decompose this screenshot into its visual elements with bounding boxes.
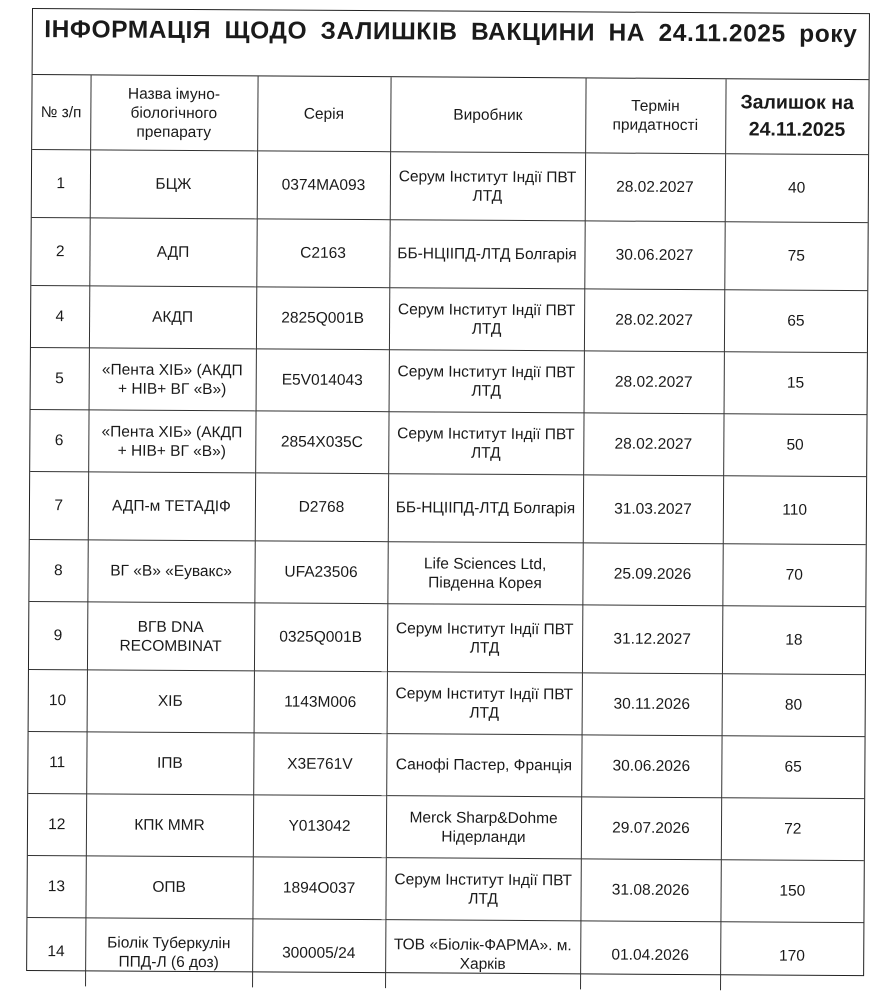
cell-num: 10 [29, 669, 87, 731]
cell-balance: 15 [724, 352, 867, 415]
cell-num: 14 [27, 917, 85, 985]
table-row [32, 150, 868, 223]
cell-maker: ТОВ «Біолік-ФАРМА». м. Харків [385, 920, 580, 989]
cell-name: ІПВ [86, 732, 253, 795]
header-name: Назва імуно-біологічного препарату [90, 75, 257, 151]
cell-maker: Серум Інститут Індії ПВТ ЛТД [387, 604, 582, 673]
table-row [28, 731, 864, 798]
table-row [29, 669, 865, 736]
cell-name: Біолік Туберкулін ППД-Л (6 доз) [85, 918, 252, 987]
table-body [27, 150, 868, 991]
cell-name: ОПВ [85, 856, 252, 919]
cell-expiry: 30.11.2026 [582, 673, 722, 736]
table-row [31, 286, 867, 353]
cell-num: 5 [31, 347, 89, 409]
cell-name: «Пента ХІБ» (АКДП + НІВ+ ВГ «В») [88, 410, 255, 473]
cell-expiry: 31.03.2027 [583, 475, 723, 544]
document-page [26, 8, 870, 976]
vaccine-stock-table [27, 75, 869, 991]
cell-maker: Серум Інститут Індії ПВТ ЛТД [388, 412, 583, 475]
cell-balance: 170 [720, 922, 863, 991]
cell-series: 2825Q001B [256, 287, 389, 350]
cell-name: КПК MMR [86, 794, 253, 857]
cell-series: 2854Х035С [255, 411, 388, 474]
cell-num: 6 [30, 409, 88, 471]
table-row [27, 855, 863, 922]
cell-series: E5V014043 [256, 349, 389, 412]
cell-balance: 110 [723, 476, 866, 545]
header-maker: Виробник [390, 77, 585, 153]
cell-expiry: 28.02.2027 [583, 413, 723, 476]
cell-expiry: 25.09.2026 [582, 543, 722, 606]
cell-series: D2768 [255, 473, 388, 542]
table-header-row [32, 75, 868, 155]
cell-series: UFA23506 [254, 541, 387, 604]
cell-series: Y013042 [253, 795, 386, 858]
cell-series: 1894О037 [252, 857, 385, 920]
cell-maker: Серум Інститут Індії ПВТ ЛТД [389, 288, 584, 351]
table-row [27, 917, 863, 990]
cell-num: 11 [28, 731, 86, 793]
cell-name: АДП-м ТЕТАДІФ [88, 472, 255, 541]
cell-maker: Merck Sharp&Dohme Нідерланди [386, 796, 581, 859]
header-series: Серія [257, 76, 390, 151]
table-row [31, 347, 867, 414]
cell-series: 0325Q001B [254, 603, 387, 672]
cell-num: 7 [30, 471, 88, 539]
cell-maker: Серум Інститут Індії ПВТ ЛТД [387, 672, 582, 735]
cell-name: АКДП [89, 286, 256, 349]
header-expiry: Термін придатності [585, 78, 725, 153]
cell-expiry: 31.12.2027 [582, 605, 722, 674]
cell-num: 13 [27, 855, 85, 917]
cell-maker: Серум Інститут Індії ПВТ ЛТД [389, 350, 584, 413]
cell-expiry: 28.02.2027 [585, 153, 725, 222]
cell-balance: 50 [723, 414, 866, 477]
cell-balance: 18 [722, 606, 865, 675]
cell-num: 1 [32, 150, 90, 218]
cell-name: БЦЖ [90, 150, 257, 219]
cell-maker: ББ-НЦІІПД-ЛТД Болгарія [388, 474, 583, 543]
cell-balance: 40 [725, 154, 868, 223]
cell-name: «Пента ХІБ» (АКДП + НІВ+ ВГ «В») [89, 348, 256, 411]
cell-name: ВГВ DNA RECOMBINAT [87, 602, 254, 671]
header-num: № з/п [32, 75, 90, 150]
cell-balance: 80 [722, 674, 865, 737]
table-row [29, 601, 865, 674]
cell-series: 0374МА093 [257, 151, 390, 220]
cell-num: 4 [31, 286, 89, 348]
cell-balance: 65 [724, 290, 867, 353]
cell-expiry: 31.08.2026 [580, 859, 720, 922]
cell-num: 12 [28, 793, 86, 855]
cell-num: 8 [29, 539, 87, 601]
cell-expiry: 30.06.2026 [581, 735, 721, 798]
cell-series: 1143М006 [254, 671, 387, 734]
table-row [30, 409, 866, 476]
cell-expiry: 30.06.2027 [584, 221, 724, 290]
cell-maker: Серум Інститут Індії ПВТ ЛТД [385, 858, 580, 921]
cell-series: С2163 [256, 219, 389, 288]
cell-expiry: 29.07.2026 [581, 797, 721, 860]
cell-expiry: 01.04.2026 [580, 921, 720, 990]
cell-maker: Санофі Пастер, Франція [386, 734, 581, 797]
cell-name: АДП [89, 218, 256, 287]
table-row [31, 218, 867, 291]
cell-balance: 150 [720, 860, 863, 923]
cell-name: ХІБ [87, 670, 254, 733]
table-row [29, 539, 865, 606]
cell-num: 2 [31, 218, 89, 286]
cell-balance: 72 [721, 798, 864, 861]
cell-series: Х3Е761V [253, 733, 386, 796]
cell-num: 9 [29, 601, 87, 669]
document-title: ІНФОРМАЦІЯ ЩОДО ЗАЛИШКІВ ВАКЦИНИ НА 24.11.2025 року [33, 9, 869, 80]
cell-maker: Life Sciences Ltd, Південна Корея [387, 542, 582, 605]
cell-maker: Серум Інститут Індії ПВТ ЛТД [390, 152, 585, 221]
table-row [28, 793, 864, 860]
cell-maker: ББ-НЦІІПД-ЛТД Болгарія [389, 220, 584, 289]
cell-expiry: 28.02.2027 [584, 289, 724, 352]
cell-expiry: 28.02.2027 [584, 351, 724, 414]
header-balance: Залишок на 24.11.2025 [725, 79, 868, 154]
cell-balance: 65 [721, 736, 864, 799]
cell-balance: 70 [722, 544, 865, 607]
table-row [30, 471, 866, 544]
cell-balance: 75 [724, 222, 867, 291]
cell-series: 300005/24 [252, 919, 385, 988]
cell-name: ВГ «В» «Еувакс» [87, 540, 254, 603]
